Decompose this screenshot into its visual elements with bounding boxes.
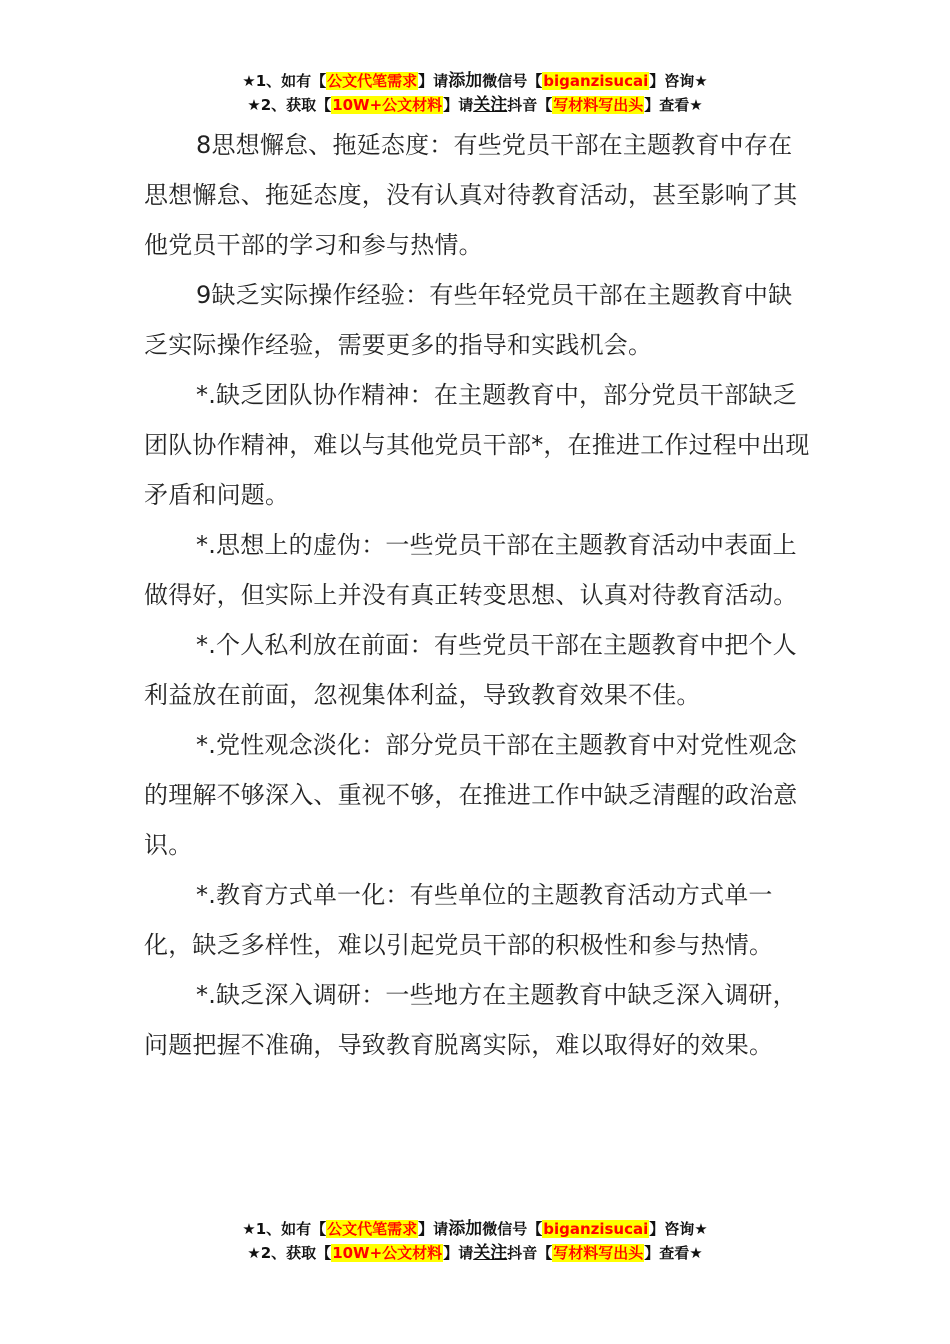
banner-text: ★2、获取【 [247,96,332,114]
banner-emphasis: 关注 [473,1243,508,1263]
banner-text: 抖音【 [507,1244,553,1262]
banner-text: 抖音【 [507,96,553,114]
banner-emphasis: 添加 [448,1219,483,1239]
banner-text: 】请 [418,1220,449,1238]
paragraph: *.思想上的虚伪：一些党员干部在主题教育活动中表面上做得好，但实际上并没有真正转变思想、认真对待教育活动。 [144,531,798,609]
banner-text: 】查看★ [644,1244,703,1262]
banner-line-2 [0,1241,950,1265]
banner-text: 】咨询★ [649,1220,708,1238]
banner-line-1 [0,69,950,93]
banner-text: 】请 [443,96,474,114]
banner-emphasis: 添加 [448,71,483,91]
banner-text: 】请 [443,1244,474,1262]
footer-banner [0,1217,950,1265]
banner-text: ★1、如有【 [242,1220,327,1238]
banner-text: 】查看★ [644,96,703,114]
banner-text: 】咨询★ [649,72,708,90]
banner-highlight-douyin: 写材料写出头 [553,1244,644,1262]
paragraph: *.教育方式单一化：有些单位的主题教育活动方式单一化，缺乏多样性，难以引起党员干部的积极性和参与热情。 [144,881,774,959]
banner-text: ★1、如有【 [242,72,327,90]
banner-text: 微信号【 [482,72,543,90]
paragraph: *.缺乏深入调研：一些地方在主题教育中缺乏深入调研，问题把握不准确，导致教育脱离实际，难以取得好的效果。 [144,981,797,1059]
banner-text: ★2、获取【 [247,1244,332,1262]
banner-text: 】请 [418,72,449,90]
banner-highlight-materials: 10W+公文材料 [332,1244,443,1262]
paragraph: *.缺乏团队协作精神：在主题教育中，部分党员干部缺乏团队协作精神，难以与其他党员干部*，在推进工作过程中出现矛盾和问题。 [144,381,810,509]
paragraph: *.党性观念淡化：部分党员干部在主题教育中对党性观念的理解不够深入、重视不够，在推进工作中缺乏清醒的政治意识。 [144,731,798,859]
banner-highlight-service: 公文代笔需求 [327,72,418,90]
banner-highlight-wechat-id: biganzisucai [543,72,649,90]
banner-highlight-materials: 10W+公文材料 [332,96,443,114]
banner-line-2 [0,93,950,117]
paragraph: 9缺乏实际操作经验：有些年轻党员干部在主题教育中缺乏实际操作经验，需要更多的指导和实践机会。 [144,281,793,359]
banner-text: 微信号【 [482,1220,543,1238]
paragraph: 8思想懈怠、拖延态度：有些党员干部在主题教育中存在思想懈怠、拖延态度，没有认真对待教育活动，甚至影响了其他党员干部的学习和参与热情。 [144,131,798,259]
document-body [144,120,814,1070]
banner-highlight-wechat-id: biganzisucai [543,1220,649,1238]
banner-emphasis: 关注 [473,95,508,115]
header-banner [0,69,950,117]
banner-line-1 [0,1217,950,1241]
paragraph: *.个人私利放在前面：有些党员干部在主题教育中把个人利益放在前面，忽视集体利益，导致教育效果不佳。 [144,631,797,709]
banner-highlight-douyin: 写材料写出头 [553,96,644,114]
banner-highlight-service: 公文代笔需求 [327,1220,418,1238]
